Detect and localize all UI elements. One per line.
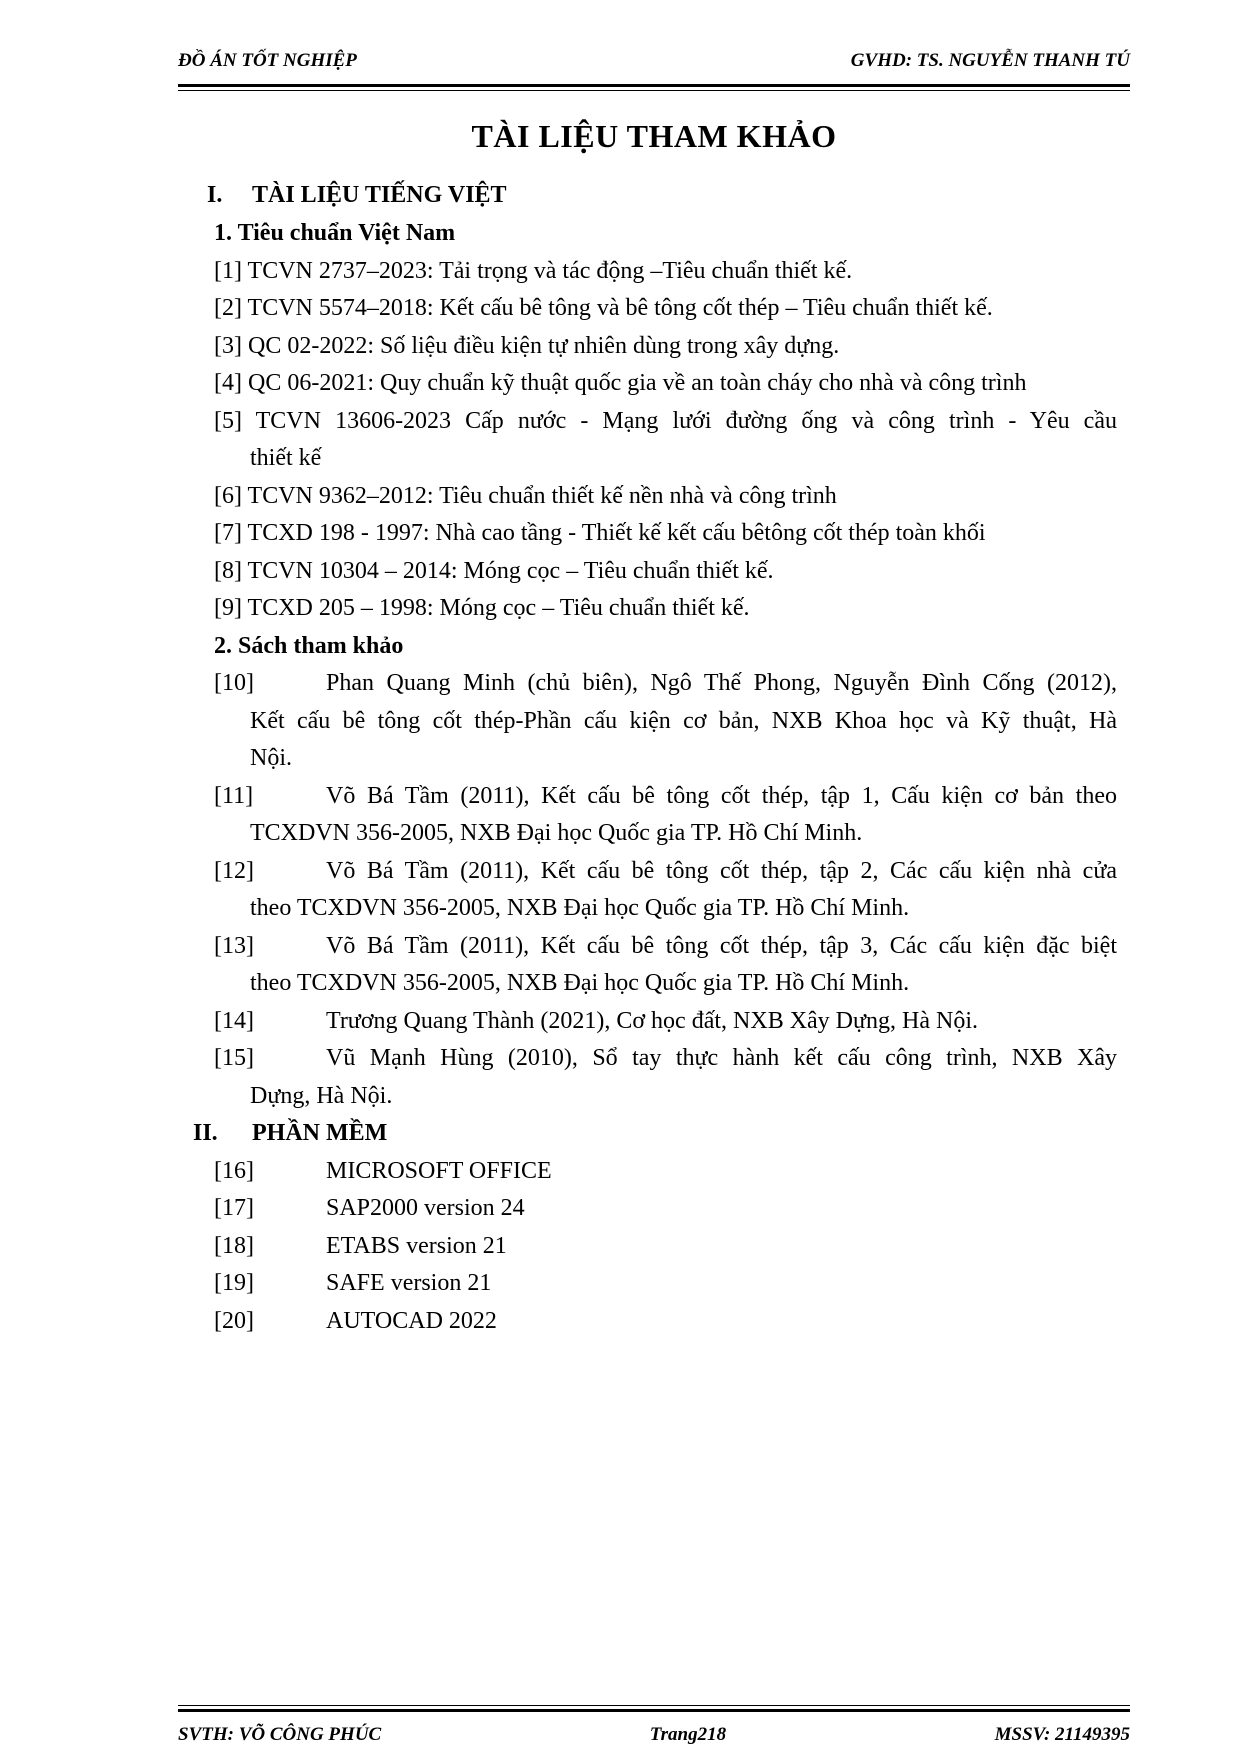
book-14 <box>214 1006 326 1036</box>
software-20-tag: [20] <box>214 1308 254 1334</box>
book-11 <box>214 781 326 811</box>
book-13-tag: [13] <box>214 933 254 959</box>
book-11-line-2: TCXDVN 356-2005, NXB Đại học Quốc gia TP. Hồ Chí Minh. <box>250 820 863 846</box>
book-12-line-1: Võ Bá Tầm (2011), Kết cấu bê tông cốt thép, tập 2, Các cấu kiện nhà cửa <box>326 858 1117 884</box>
page-footer <box>178 1724 1130 1746</box>
software-18-tag: [18] <box>214 1233 254 1259</box>
book-13 <box>214 931 326 961</box>
book-14-tag: [14] <box>214 1008 254 1034</box>
book-12 <box>214 856 326 886</box>
software-20-name: AUTOCAD 2022 <box>326 1308 497 1334</box>
book-11-line-1: Võ Bá Tầm (2011), Kết cấu bê tông cốt thép, tập 1, Cấu kiện cơ bản theo <box>326 783 1117 809</box>
book-12-line-2: theo TCXDVN 356-2005, NXB Đại học Quốc gia TP. Hồ Chí Minh. <box>250 895 910 921</box>
footer-rule <box>178 1705 1130 1712</box>
software-18-name: ETABS version 21 <box>326 1233 507 1259</box>
header-right: GVHD: TS. NGUYỄN THANH TÚ <box>850 50 1130 71</box>
standard-item-8: [8] TCVN 10304 – 2014: Móng cọc – Tiêu chuẩn thiết kế. <box>214 558 774 584</box>
page-title: TÀI LIỆU THAM KHẢO <box>471 118 837 154</box>
standard-item-4: [4] QC 06-2021: Quy chuẩn kỹ thuật quốc gia về an toàn cháy cho nhà và công trình <box>214 370 1027 396</box>
book-10-line-2: Kết cấu bê tông cốt thép-Phần cấu kiện cơ bản, NXB Khoa học và Kỹ thuật, Hà <box>250 708 1117 734</box>
section-1-number: I. <box>207 182 223 208</box>
section-2-title: PHẦN MỀM <box>252 1120 388 1146</box>
software-17-name: SAP2000 version 24 <box>326 1195 525 1221</box>
header-rule <box>178 84 1130 91</box>
section-2-number: II. <box>193 1120 218 1146</box>
software-19-name: SAFE version 21 <box>326 1270 492 1296</box>
software-20 <box>214 1306 497 1336</box>
footer-right: MSSV: 21149395 <box>994 1724 1130 1745</box>
book-10-line-1: Phan Quang Minh (chủ biên), Ngô Thế Phong, Nguyễn Đình Cống (2012), <box>326 670 1117 696</box>
book-13-line-1: Võ Bá Tầm (2011), Kết cấu bê tông cốt thép, tập 3, Các cấu kiện đặc biệt <box>326 933 1117 959</box>
book-13-line-2: theo TCXDVN 356-2005, NXB Đại học Quốc gia TP. Hồ Chí Minh. <box>250 970 910 996</box>
section-1-title: TÀI LIỆU TIẾNG VIỆT <box>252 182 507 208</box>
book-15-line-1: Vũ Mạnh Hùng (2010), Sổ tay thực hành kết cấu công trình, NXB Xây <box>326 1045 1117 1071</box>
subsection-1-heading: 1. Tiêu chuẩn Việt Nam <box>214 220 456 246</box>
book-11-tag: [11] <box>214 783 254 809</box>
page-header <box>178 50 1130 72</box>
software-16-name: MICROSOFT OFFICE <box>326 1158 552 1184</box>
standard-item-5: [5] TCVN 13606-2023 Cấp nước - Mạng lưới đường ống và công trình - Yêu cầu <box>214 408 1117 434</box>
software-18 <box>214 1231 507 1261</box>
book-10 <box>214 668 326 698</box>
book-10-line-3: Nội. <box>250 745 292 771</box>
book-15-tag: [15] <box>214 1045 254 1071</box>
software-19 <box>214 1268 491 1298</box>
software-16 <box>214 1156 552 1186</box>
standard-item-7: [7] TCXD 198 - 1997: Nhà cao tầng - Thiết kế kết cấu bêtông cốt thép toàn khối <box>214 520 986 546</box>
page-number: Trang218 <box>649 1724 727 1745</box>
standard-item-9: [9] TCXD 205 – 1998: Móng cọc – Tiêu chuẩn thiết kế. <box>214 595 750 621</box>
book-10-tag: [10] <box>214 670 254 696</box>
software-16-tag: [16] <box>214 1158 254 1184</box>
standard-item-2: [2] TCVN 5574–2018: Kết cấu bê tông và bê tông cốt thép – Tiêu chuẩn thiết kế. <box>214 295 993 321</box>
book-14-line-1: Trương Quang Thành (2021), Cơ học đất, NXB Xây Dựng, Hà Nội. <box>326 1008 979 1034</box>
standard-item-1: [1] TCVN 2737–2023: Tải trọng và tác động –Tiêu chuẩn thiết kế. <box>214 258 853 284</box>
footer-left: SVTH: VÕ CÔNG PHÚC <box>178 1724 382 1745</box>
software-17-tag: [17] <box>214 1195 254 1221</box>
standard-item-3: [3] QC 02-2022: Số liệu điều kiện tự nhiên dùng trong xây dựng. <box>214 333 840 359</box>
software-19-tag: [19] <box>214 1270 254 1296</box>
software-17 <box>214 1193 525 1223</box>
book-12-tag: [12] <box>214 858 254 884</box>
standard-item-5-cont: thiết kế <box>250 445 322 471</box>
section-2-heading <box>193 1118 387 1148</box>
subsection-2-heading: 2. Sách tham khảo <box>214 633 404 659</box>
header-left: ĐỒ ÁN TỐT NGHIỆP <box>178 50 357 71</box>
book-15 <box>214 1043 326 1073</box>
standard-item-6: [6] TCVN 9362–2012: Tiêu chuẩn thiết kế nền nhà và công trình <box>214 483 837 509</box>
book-15-line-2: Dựng, Hà Nội. <box>250 1083 393 1109</box>
section-1-heading <box>207 180 507 210</box>
